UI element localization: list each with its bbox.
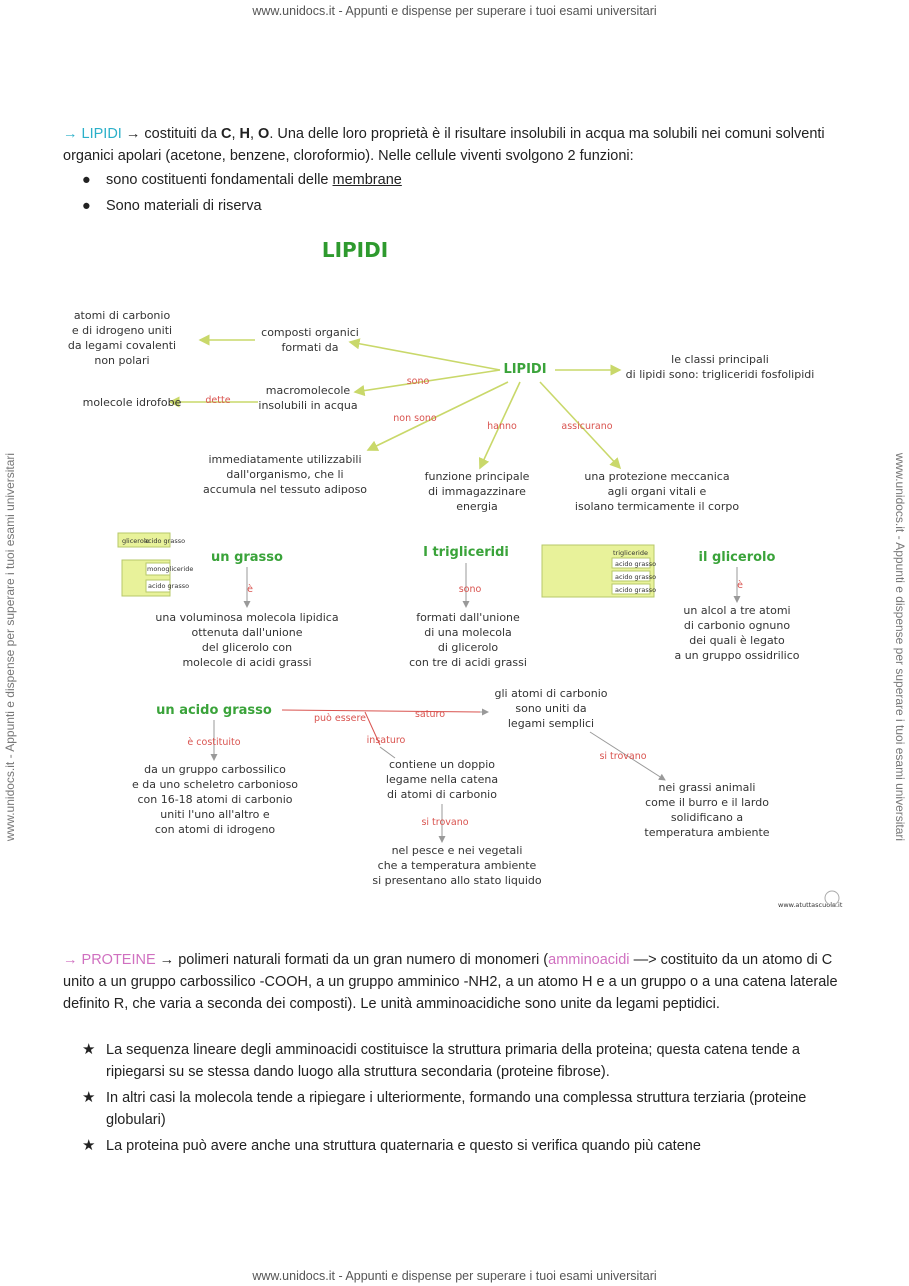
svg-text:che a temperatura ambiente: che a temperatura ambiente bbox=[377, 859, 537, 872]
svg-text:acido grasso: acido grasso bbox=[615, 573, 657, 581]
map-center: LIPIDI bbox=[503, 362, 547, 377]
lipidi-paragraph bbox=[63, 123, 853, 167]
star-icon: ★ bbox=[82, 1089, 96, 1106]
oxygen-symbol: O bbox=[258, 126, 270, 142]
proteine-arrow: → bbox=[63, 952, 78, 968]
node-voluminosa bbox=[155, 611, 338, 669]
svg-text:nei grassi animali: nei grassi animali bbox=[658, 781, 756, 794]
svg-text:immediatamente utilizzabili: immediatamente utilizzabili bbox=[208, 453, 362, 466]
star-icon: ★ bbox=[82, 1041, 96, 1058]
svg-text:e di idrogeno uniti: e di idrogeno uniti bbox=[71, 324, 173, 337]
lipidi-text-2: . Una delle loro proprietà è il risultare insolubili in acqua ma solubili nei comuni solventi organici apolari (acetone, benzene, cloroformio). Nelle cellule viventi svolgono 2 funzioni: bbox=[63, 126, 825, 164]
svg-text:contiene un doppio: contiene un doppio bbox=[388, 758, 496, 771]
svg-text:temperatura ambiente: temperatura ambiente bbox=[644, 826, 770, 839]
node-alcol bbox=[674, 604, 799, 662]
svg-text:formati da: formati da bbox=[281, 341, 339, 354]
connector bbox=[350, 342, 500, 370]
svg-text:di carbonio ognuno: di carbonio ognuno bbox=[683, 619, 791, 632]
node-pesce bbox=[372, 844, 542, 887]
trigliceride-box bbox=[542, 545, 656, 597]
lipidi-term: LIPIDI bbox=[81, 126, 122, 142]
svg-text:ottenuta dall'unione: ottenuta dall'unione bbox=[191, 626, 303, 639]
svg-text:acido grasso: acido grasso bbox=[144, 537, 186, 545]
label-nonsono: non sono bbox=[393, 413, 437, 424]
label-costituito: è costituito bbox=[187, 737, 241, 748]
connector bbox=[282, 710, 480, 712]
bullet-text: Sono materiali di riserva bbox=[106, 198, 262, 214]
list-item bbox=[78, 1135, 838, 1157]
svg-text:di immagazzinare: di immagazzinare bbox=[428, 485, 526, 498]
svg-text:nel pesce e nei vegetali: nel pesce e nei vegetali bbox=[391, 844, 523, 857]
svg-text:legame nella catena: legame nella catena bbox=[385, 773, 499, 786]
svg-text:di glicerolo: di glicerolo bbox=[437, 641, 499, 654]
header-watermark: www.unidocs.it - Appunti e dispense per superare i tuoi esami universitari bbox=[252, 4, 657, 18]
node-composti bbox=[261, 326, 359, 354]
bullet-icon: ● bbox=[82, 198, 91, 214]
list-item bbox=[78, 195, 578, 217]
svg-text:come il burro e il lardo: come il burro e il lardo bbox=[645, 796, 769, 809]
label-si-trovano-2: si trovano bbox=[421, 817, 469, 828]
node-atomi bbox=[68, 309, 176, 367]
svg-text:di una molecola: di una molecola bbox=[424, 626, 512, 639]
svg-text:gli atomi di carbonio: gli atomi di carbonio bbox=[494, 687, 608, 700]
label-hanno: hanno bbox=[487, 421, 517, 432]
svg-text:di lipidi sono: trigliceridi f: di lipidi sono: trigliceridi fosfolipidi bbox=[625, 368, 815, 381]
right-watermark: www.unidocs.it - Appunti e dispense per superare i tuoi esami universitari bbox=[893, 452, 907, 842]
svg-text:atomi di carbonio: atomi di carbonio bbox=[73, 309, 171, 322]
svg-text:acido grasso: acido grasso bbox=[615, 560, 657, 568]
node-protezione bbox=[575, 470, 739, 513]
label-puo-essere: può essere bbox=[313, 713, 367, 724]
svg-text:isolano termicamente il corpo: isolano termicamente il corpo bbox=[574, 500, 740, 513]
list-item bbox=[78, 1039, 838, 1083]
map-title: LIPIDI bbox=[321, 238, 389, 262]
svg-text:le classi principali: le classi principali bbox=[671, 353, 769, 366]
node-doppio bbox=[386, 758, 498, 801]
title-acido-grasso: un acido grasso bbox=[156, 703, 272, 718]
label-saturo: saturo bbox=[414, 709, 446, 720]
svg-text:molecole di acidi grassi: molecole di acidi grassi bbox=[182, 656, 312, 669]
svg-text:energia: energia bbox=[456, 500, 498, 513]
lipidi-text-1: → costituiti da bbox=[121, 126, 221, 142]
svg-text:uniti l'uno all'altro e: uniti l'uno all'altro e bbox=[160, 808, 270, 821]
label-sono2: sono bbox=[458, 584, 482, 595]
node-funzione bbox=[425, 470, 530, 513]
svg-text:acido grasso: acido grasso bbox=[148, 582, 190, 590]
list-item-text: In altri casi la molecola tende a ripiegare i ulteriormente, formando una complessa struttura terziaria (proteine globulari) bbox=[106, 1090, 807, 1128]
map-credit: www.atuttascuola.it bbox=[778, 901, 843, 909]
list-item-text: La sequenza lineare degli amminoacidi costituisce la struttura primaria della proteina; questa catena tende a ripiegarsi su se stessa dando luogo alla struttura secondaria (proteine fibrose). bbox=[106, 1042, 800, 1080]
svg-text:con 16-18 atomi di carbonio: con 16-18 atomi di carbonio bbox=[137, 793, 293, 806]
svg-text:da legami covalenti: da legami covalenti bbox=[67, 339, 177, 352]
svg-text:agli organi vitali e: agli organi vitali e bbox=[607, 485, 707, 498]
left-watermark: www.unidocs.it - Appunti e dispense per superare i tuoi esami universitari bbox=[3, 452, 17, 842]
title-trigliceridi: I trigliceridi bbox=[423, 545, 509, 560]
svg-text:glicerolo: glicerolo bbox=[122, 537, 150, 545]
svg-text:composti organici: composti organici bbox=[261, 326, 359, 339]
node-immediatamente bbox=[203, 453, 367, 496]
title-grasso: un grasso bbox=[211, 550, 283, 565]
star-icon: ★ bbox=[82, 1137, 96, 1154]
lipidi-concept-map bbox=[60, 230, 850, 920]
svg-text:dei quali è legato: dei quali è legato bbox=[689, 634, 785, 647]
hydrogen-symbol: H bbox=[239, 126, 250, 142]
lipidi-arrow: → bbox=[63, 126, 78, 142]
svg-text:macromolecole: macromolecole bbox=[265, 384, 351, 397]
svg-text:legami semplici: legami semplici bbox=[507, 717, 595, 730]
label-e1: è bbox=[247, 584, 253, 595]
svg-text:una protezione meccanica: una protezione meccanica bbox=[584, 470, 730, 483]
svg-text:sono uniti da: sono uniti da bbox=[515, 702, 587, 715]
label-e2: è bbox=[737, 580, 743, 591]
list-item bbox=[78, 1087, 838, 1131]
svg-text:monogliceride: monogliceride bbox=[147, 565, 194, 573]
svg-text:di atomi di carbonio: di atomi di carbonio bbox=[387, 788, 497, 801]
svg-text:con atomi di idrogeno: con atomi di idrogeno bbox=[154, 823, 276, 836]
sep-2: , bbox=[249, 126, 259, 142]
bullet-text: sono costituenti fondamentali delle bbox=[106, 172, 333, 188]
svg-text:con tre di acidi grassi: con tre di acidi grassi bbox=[409, 656, 527, 669]
amminoacidi-term: amminoacidi bbox=[548, 952, 630, 968]
title-glicerolo: il glicerolo bbox=[698, 550, 776, 565]
proteine-text-1: → polimeri naturali formati da un gran numero di monomeri ( bbox=[155, 952, 549, 968]
svg-text:si presentano allo stato liqui: si presentano allo stato liquido bbox=[372, 874, 542, 887]
svg-text:non polari: non polari bbox=[94, 354, 150, 367]
label-sono: sono bbox=[406, 376, 430, 387]
svg-text:una voluminosa molecola lipidi: una voluminosa molecola lipidica bbox=[155, 611, 339, 624]
membrane-link[interactable]: membrane bbox=[332, 172, 402, 188]
svg-text:dall'organismo, che li: dall'organismo, che li bbox=[226, 468, 344, 481]
list-item-text: La proteina può avere anche una struttura quaternaria e questo si verifica quando più catene bbox=[106, 1138, 701, 1154]
node-formati bbox=[409, 611, 527, 669]
sep-1: , bbox=[231, 126, 240, 142]
label-insaturo: insaturo bbox=[366, 735, 406, 746]
carbon-symbol: C bbox=[220, 126, 232, 142]
label-assicurano: assicurano bbox=[561, 421, 613, 432]
svg-text:trigliceride: trigliceride bbox=[613, 549, 648, 557]
svg-text:acido grasso: acido grasso bbox=[615, 586, 657, 594]
monogliceride-box bbox=[118, 533, 193, 596]
proteine-text-2: —> costituito da un atomo di C unito a un gruppo carbossilico -COOH, a un gruppo amminico -NH2, a un atomo H e a un gruppo o a una catena laterale definito R, che varia a seconda dei composti). Le unità amminoacidiche sono unite da legami peptidici. bbox=[63, 952, 838, 1012]
node-gli-atomi bbox=[495, 687, 608, 730]
node-grassi-animali bbox=[644, 781, 769, 839]
svg-text:a un gruppo ossidrilico: a un gruppo ossidrilico bbox=[674, 649, 800, 662]
list-item bbox=[78, 169, 578, 191]
label-dette: dette bbox=[205, 395, 231, 406]
proteine-term: PROTEINE bbox=[81, 952, 156, 968]
svg-text:insolubili in acqua: insolubili in acqua bbox=[258, 399, 358, 412]
svg-text:solidificano a: solidificano a bbox=[670, 811, 744, 824]
connector bbox=[368, 382, 508, 450]
svg-text:e da uno scheletro carbonioso: e da uno scheletro carbonioso bbox=[131, 778, 299, 791]
connector bbox=[380, 747, 395, 758]
proteine-structure-list bbox=[78, 1039, 838, 1161]
footer-watermark: www.unidocs.it - Appunti e dispense per superare i tuoi esami universitari bbox=[252, 1269, 657, 1283]
lipidi-functions-list bbox=[78, 169, 578, 221]
svg-text:un alcol a tre atomi: un alcol a tre atomi bbox=[683, 604, 791, 617]
svg-text:del glicerolo con: del glicerolo con bbox=[201, 641, 293, 654]
svg-text:funzione principale: funzione principale bbox=[424, 470, 530, 483]
node-gruppo bbox=[132, 763, 298, 836]
label-si-trovano-1: si trovano bbox=[599, 751, 647, 762]
svg-text:formati dall'unione: formati dall'unione bbox=[416, 611, 520, 624]
svg-text:da un gruppo carbossilico: da un gruppo carbossilico bbox=[144, 763, 286, 776]
proteine-paragraph bbox=[63, 949, 853, 1015]
node-macromolecole bbox=[258, 384, 357, 412]
svg-text:accumula nel tessuto adiposo: accumula nel tessuto adiposo bbox=[202, 483, 368, 496]
node-classi bbox=[626, 353, 815, 381]
node-idrofobe: molecole idrofobe bbox=[82, 396, 182, 409]
bullet-icon: ● bbox=[82, 172, 91, 188]
